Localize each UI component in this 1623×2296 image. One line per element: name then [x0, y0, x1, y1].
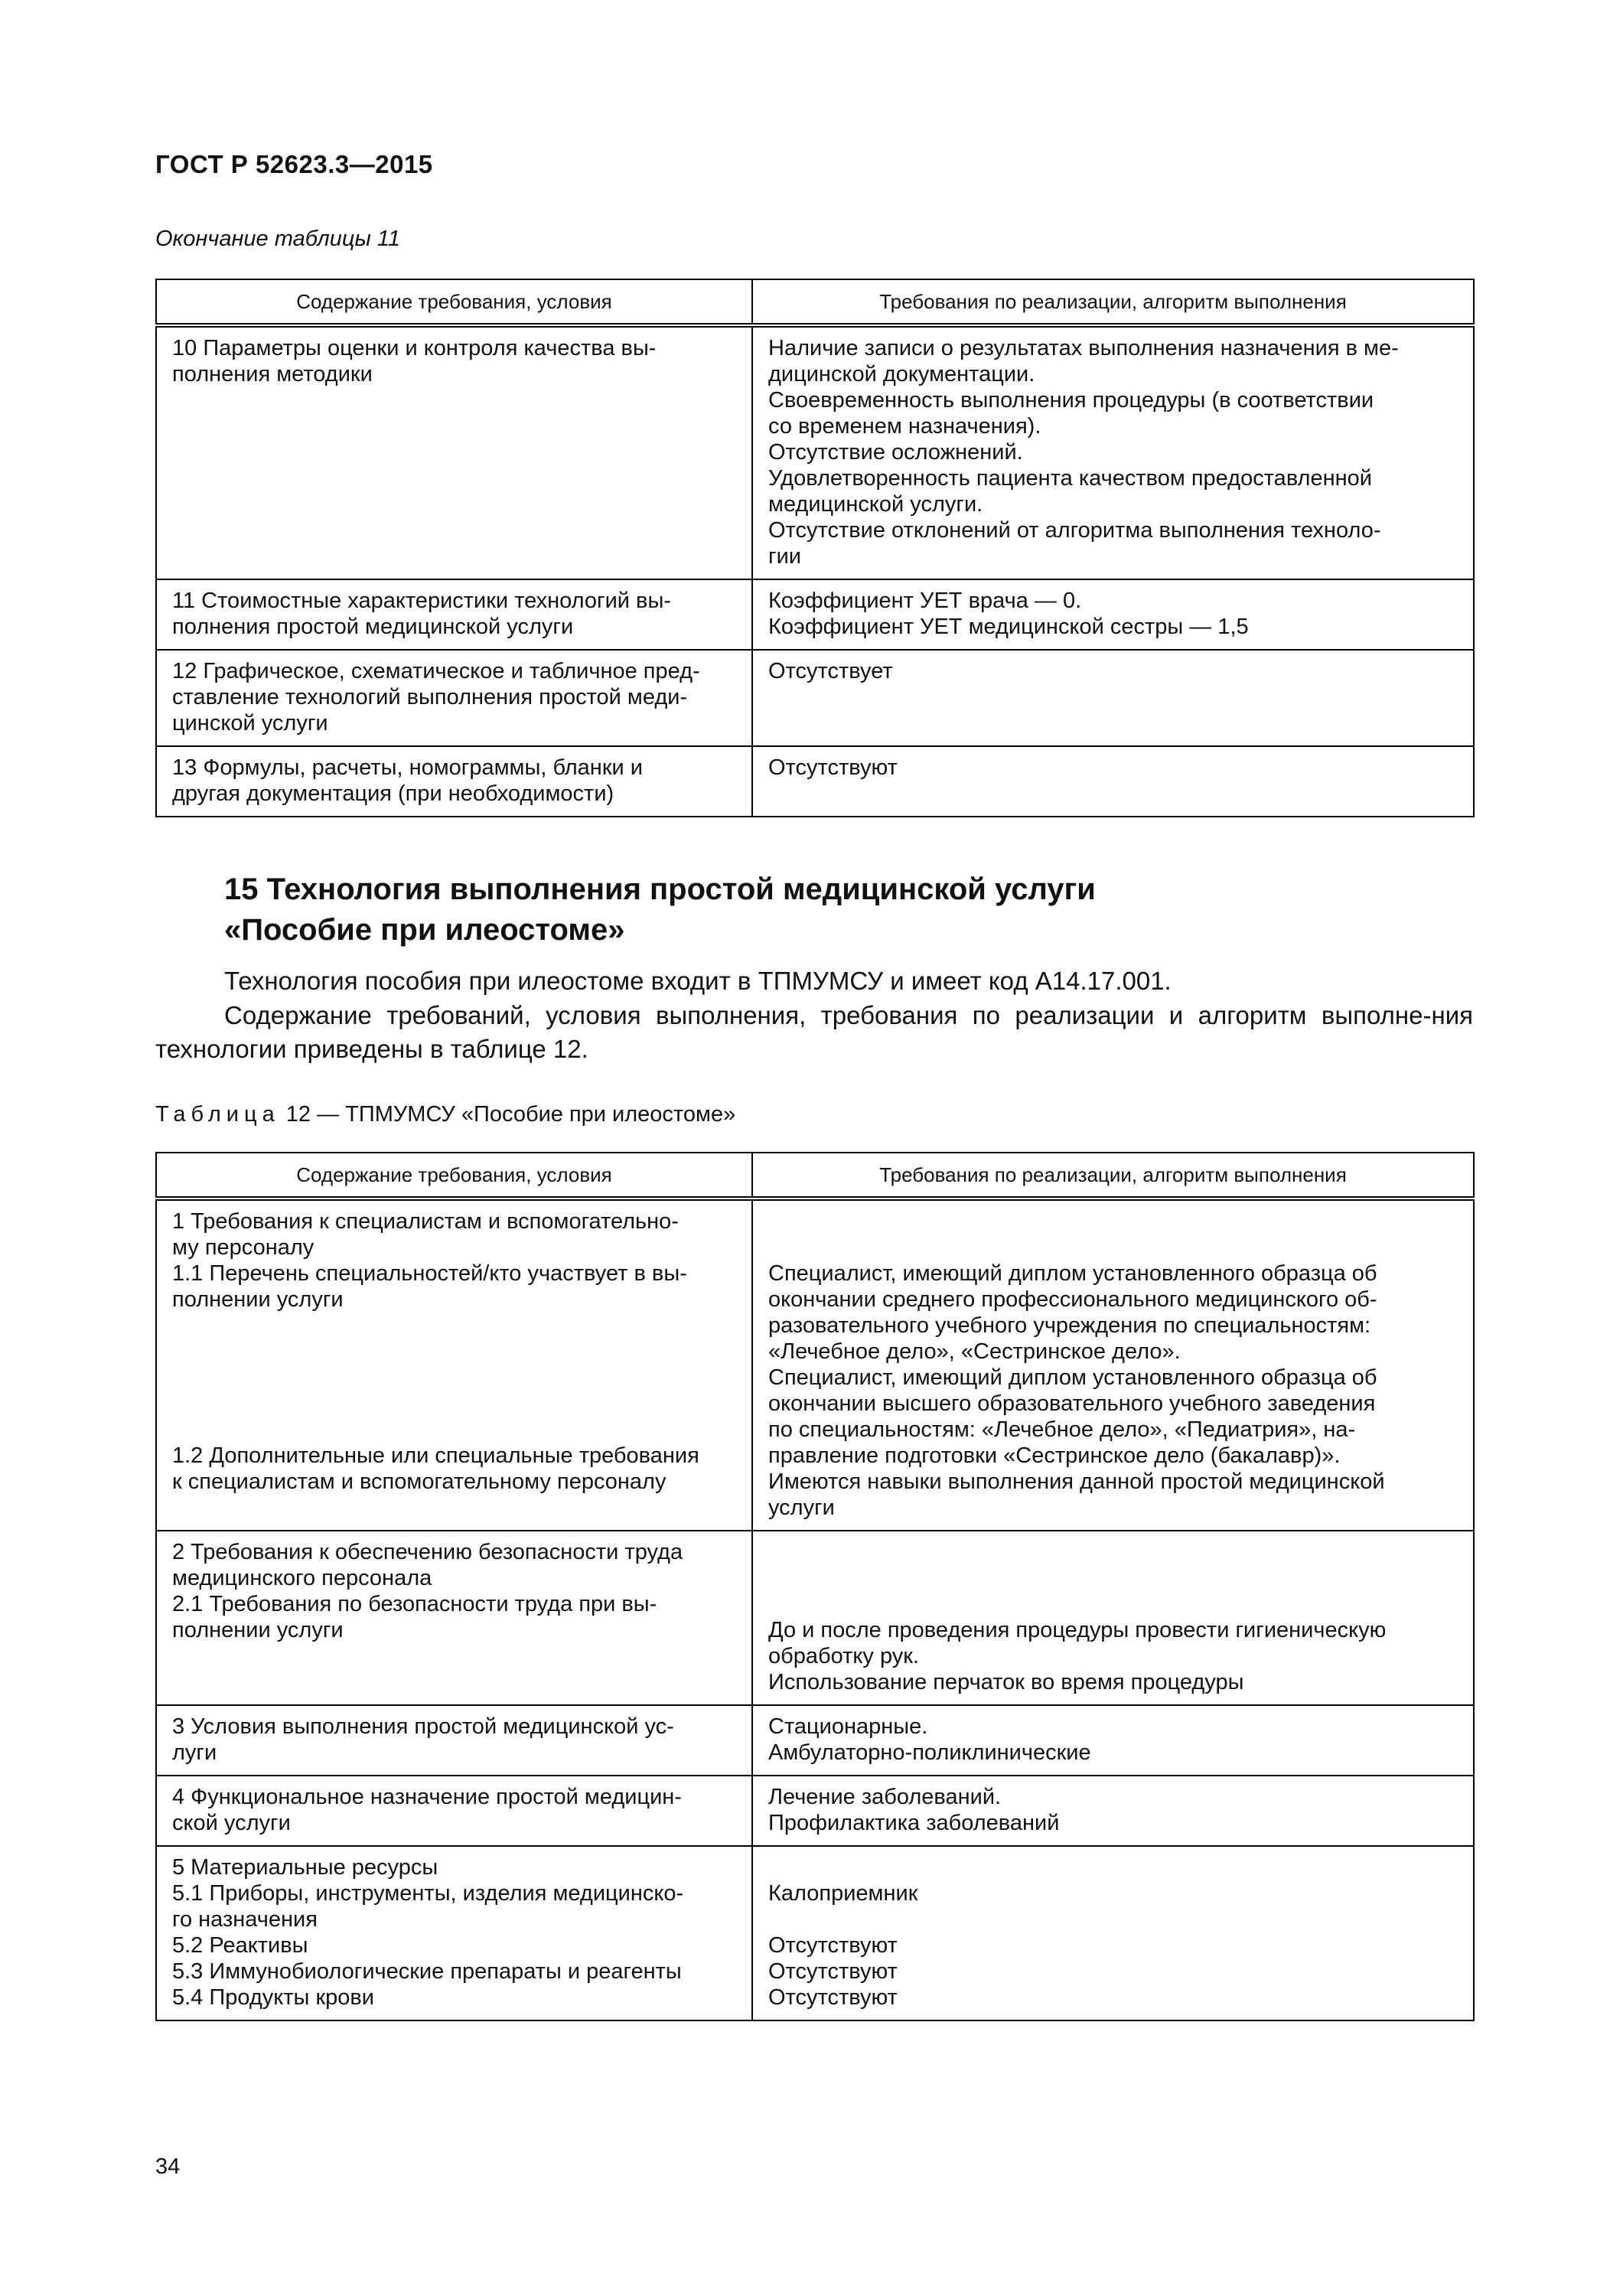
table-row	[156, 579, 1474, 650]
cell-text-line: окончании среднего профессионального медицинского об-	[768, 1287, 1377, 1312]
cell-text-line	[768, 1234, 1458, 1261]
cell-text-line: 1.1 Перечень специальностей/кто участвует в вы-	[172, 1261, 687, 1286]
cell-text-line: Отсутствуют	[768, 1959, 898, 1984]
cell-text-line	[172, 1391, 736, 1417]
cell-text-line: Отсутствуют	[768, 1985, 898, 2010]
column-header-implementation: Требования по реализации, алгоритм выполнения	[752, 279, 1474, 325]
table-row	[156, 1531, 1474, 1705]
cell-text-line: Отсутствие осложнений.	[768, 440, 1023, 465]
section-title-line1: Технология выполнения простой медицинской услуги	[266, 872, 1096, 906]
cell-text-line	[768, 1565, 1458, 1591]
cell-text-line: 5 Материальные ресурсы	[172, 1855, 438, 1880]
cell-text-line: 2.1 Требования по безопасности труда при вы-	[172, 1592, 657, 1616]
cell-text-line	[172, 1313, 736, 1339]
cell-text-line: правление подготовки «Сестринское дело (бакалавр)».	[768, 1443, 1341, 1468]
implementation-cell	[752, 1705, 1474, 1776]
requirement-cell	[156, 1776, 752, 1846]
table-12	[155, 1152, 1475, 2021]
implementation-cell	[752, 746, 1474, 817]
cell-text-line: 13 Формулы, расчеты, номограммы, бланки и	[172, 755, 643, 780]
table-row	[156, 1199, 1474, 1531]
cell-text-line: 5.3 Иммунобиологические препараты и реагенты	[172, 1959, 682, 1984]
cell-text-line	[172, 1339, 736, 1365]
cell-text-line: медицинского персонала	[172, 1566, 432, 1590]
cell-text-line: «Лечебное дело», «Сестринское дело».	[768, 1339, 1181, 1364]
cell-text-line: Профилактика заболеваний	[768, 1811, 1060, 1835]
table-header-row	[156, 279, 1474, 325]
implementation-cell	[752, 579, 1474, 650]
implementation-cell	[752, 1776, 1474, 1846]
cell-text-line: Использование перчаток во время процедуры	[768, 1670, 1244, 1694]
cell-text-line: Отсутствие отклонений от алгоритма выполнения техноло-	[768, 518, 1381, 543]
document-code-header: ГОСТ Р 52623.3—2015	[155, 150, 433, 178]
paragraph-reference	[155, 999, 1473, 1066]
cell-text-line	[172, 1417, 736, 1443]
cell-text-line: Лечение заболеваний.	[768, 1785, 1002, 1809]
column-header-requirements: Содержание требования, условия	[156, 1153, 752, 1199]
cell-text-line: к специалистам и вспомогательному персоналу	[172, 1469, 666, 1494]
cell-text-line: го назначения	[172, 1907, 318, 1932]
cell-text-line: дицинской документации.	[768, 362, 1035, 386]
section-number: 15	[224, 872, 259, 906]
cell-text-line: Отсутствует	[768, 659, 893, 683]
paragraph-reference-text: Содержание требований, условия выполнения, требования по реализации и алгоритм выполне-ния технологии приведены в таблице 12.	[155, 1001, 1473, 1063]
cell-text-line: ской услуги	[172, 1811, 291, 1835]
cell-text-line: гии	[768, 544, 801, 569]
table-caption-label: Таблица	[155, 1102, 280, 1127]
requirement-cell	[156, 1705, 752, 1776]
cell-text-line: му персоналу	[172, 1235, 314, 1260]
implementation-cell	[752, 325, 1474, 579]
cell-text-line: ставление технологий выполнения простой меди-	[172, 685, 688, 709]
cell-text-line: Удовлетворенность пациента качеством предоставленной	[768, 466, 1372, 491]
cell-text-line: Специалист, имеющий диплом установленного образца об	[768, 1365, 1377, 1390]
cell-text-line: разовательного учебного учреждения по специальностям:	[768, 1313, 1371, 1338]
cell-text-line: Отсутствуют	[768, 1933, 898, 1958]
table-11	[155, 279, 1475, 817]
cell-text-line	[768, 1906, 1458, 1932]
implementation-cell	[752, 1531, 1474, 1705]
paragraph-code-text: Технология пособия при илеостоме входит в ТПМУМСУ и имеет код А14.17.001.	[224, 967, 1172, 995]
cell-text-line: 5.2 Реактивы	[172, 1933, 308, 1958]
cell-text-line	[172, 1365, 736, 1391]
cell-text-line: медицинской услуги.	[768, 492, 983, 517]
cell-text-line: полнении услуги	[172, 1287, 344, 1312]
cell-text-line: обработку рук.	[768, 1644, 919, 1668]
cell-text-line: другая документация (при необходимости)	[172, 781, 614, 806]
cell-text-line: Амбулаторно-поликлинические	[768, 1740, 1091, 1765]
cell-text-line: Наличие записи о результатах выполнения назначения в ме-	[768, 336, 1399, 360]
cell-text-line: 3 Условия выполнения простой медицинской ус-	[172, 1714, 674, 1739]
table-caption-text: 12 — ТПМУМСУ «Пособие при илеостоме»	[285, 1102, 736, 1127]
table-continuation-caption: Окончание таблицы 11	[155, 227, 400, 251]
requirement-cell	[156, 1199, 752, 1531]
cell-text-line: Отсутствуют	[768, 755, 898, 780]
requirement-cell	[156, 1531, 752, 1705]
table-row	[156, 1776, 1474, 1846]
column-header-requirements: Содержание требования, условия	[156, 279, 752, 325]
section-15-title	[224, 869, 1449, 951]
cell-text-line: услуги	[768, 1495, 835, 1520]
cell-text-line: 11 Стоимостные характеристики технологий вы-	[172, 589, 671, 613]
requirement-cell	[156, 579, 752, 650]
cell-text-line: 10 Параметры оценки и контроля качества вы-	[172, 336, 657, 360]
table-row	[156, 746, 1474, 817]
implementation-cell	[752, 650, 1474, 746]
table-row	[156, 650, 1474, 746]
cell-text-line: До и после проведения процедуры провести гигиеническую	[768, 1618, 1387, 1642]
cell-text-line: Коэффициент УЕТ медицинской сестры — 1,5	[768, 615, 1249, 639]
table-row	[156, 325, 1474, 579]
column-header-implementation: Требования по реализации, алгоритм выполнения	[752, 1153, 1474, 1199]
table-header-row	[156, 1153, 1474, 1199]
paragraph-code	[155, 964, 1473, 998]
cell-text-line: полнении услуги	[172, 1618, 344, 1642]
cell-text-line: 5.1 Приборы, инструменты, изделия медицинско-	[172, 1881, 684, 1906]
cell-text-line: полнения методики	[172, 362, 373, 386]
implementation-cell	[752, 1846, 1474, 2020]
table-12-caption	[155, 1102, 735, 1127]
cell-text-line: со временем назначения).	[768, 414, 1041, 439]
cell-text-line	[768, 1208, 1458, 1234]
page-number: 34	[155, 2154, 181, 2179]
cell-text-line: полнения простой медицинской услуги	[172, 615, 574, 639]
cell-text-line: 1.2 Дополнительные или специальные требования	[172, 1443, 699, 1468]
cell-text-line: Специалист, имеющий диплом установленного образца об	[768, 1261, 1377, 1286]
cell-text-line: 12 Графическое, схематическое и табличное пред-	[172, 659, 700, 683]
requirement-cell	[156, 325, 752, 579]
requirement-cell	[156, 650, 752, 746]
requirement-cell	[156, 1846, 752, 2020]
cell-text-line: 1 Требования к специалистам и вспомогательно-	[172, 1209, 679, 1234]
cell-text-line	[768, 1854, 1458, 1880]
cell-text-line: 5.4 Продукты крови	[172, 1985, 375, 2010]
cell-text-line: 2 Требования к обеспечению безопасности труда	[172, 1540, 683, 1564]
table-row	[156, 1705, 1474, 1776]
section-title-line2: «Пособие при илеостоме»	[224, 913, 625, 947]
cell-text-line: 4 Функциональное назначение простой медицин-	[172, 1785, 682, 1809]
cell-text-line: цинской услуги	[172, 711, 328, 735]
cell-text-line: Калоприемник	[768, 1881, 918, 1906]
cell-text-line	[768, 1591, 1458, 1617]
implementation-cell	[752, 1199, 1474, 1531]
cell-text-line: луги	[172, 1740, 217, 1765]
cell-text-line: Своевременность выполнения процедуры (в соответствии	[768, 388, 1374, 413]
cell-text-line: по специальностям: «Лечебное дело», «Педиатрия», на-	[768, 1417, 1356, 1442]
cell-text-line: Стационарные.	[768, 1714, 928, 1739]
cell-text-line: Коэффициент УЕТ врача — 0.	[768, 589, 1082, 613]
cell-text-line: окончании высшего образовательного учебного заведения	[768, 1391, 1376, 1416]
table-row	[156, 1846, 1474, 2020]
cell-text-line: Имеются навыки выполнения данной простой медицинской	[768, 1469, 1385, 1494]
cell-text-line	[768, 1539, 1458, 1565]
requirement-cell	[156, 746, 752, 817]
